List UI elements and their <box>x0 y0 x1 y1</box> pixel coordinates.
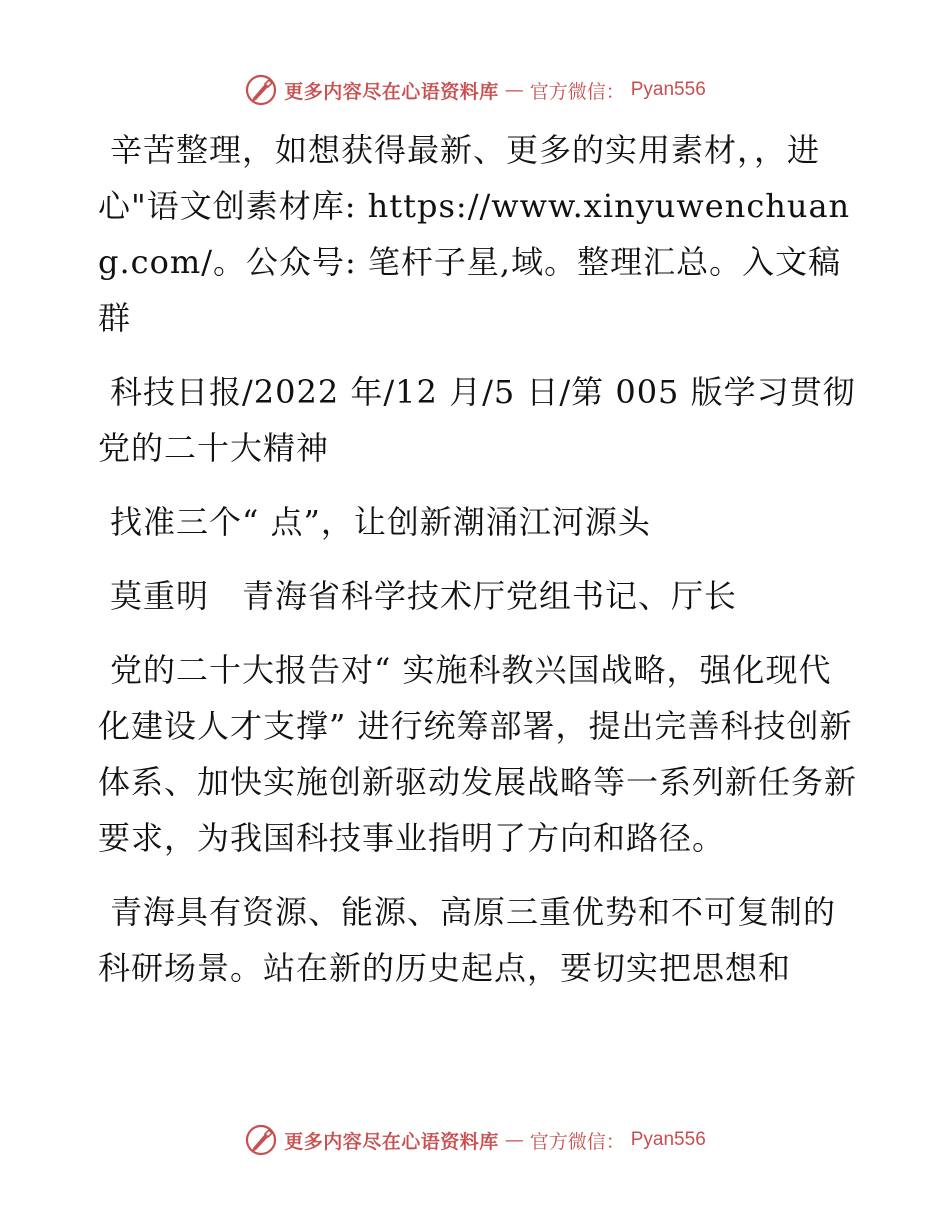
source-line <box>98 364 858 476</box>
body-paragraph <box>98 884 858 996</box>
footer-banner <box>0 1120 950 1160</box>
body-paragraph <box>98 642 858 866</box>
banner-text: 更多内容尽在心语资料库 <box>284 80 499 103</box>
banner-wechat-label: 官方微信： <box>529 80 625 103</box>
article-title <box>98 494 858 550</box>
banner-wechat-label: 官方微信： <box>529 1130 625 1153</box>
body-paragraph-text: 青海具有资源、能源、高原三重优势和不可复制的科研场景。站在新的历史起点，要切实把思想和 <box>98 893 837 987</box>
intro-text: 辛苦整理，如想获得最新、更多的实用素材，，进心"语文创素材库: https://www.xinyuwenchuang.com/。公众号: 笔杆子星,域。整理汇总。入文稿群 <box>98 131 851 337</box>
header-banner-inner <box>244 73 706 107</box>
pen-logo-icon <box>244 1123 278 1157</box>
banner-wechat-id: Pyan556 <box>630 1129 706 1150</box>
intro-paragraph <box>98 122 858 346</box>
banner-dash: — <box>504 1129 524 1151</box>
author-text: 莫重明 青海省科学技术厅党组书记、厅长 <box>110 577 738 615</box>
banner-text: 更多内容尽在心语资料库 <box>284 1130 499 1153</box>
footer-banner-inner <box>244 1123 706 1157</box>
author-line <box>98 568 858 624</box>
banner-dash: — <box>504 79 524 101</box>
body-paragraph-text: 党的二十大报告对“ 实施科教兴国战略，强化现代化建设人才支撑” 进行统筹部署，提出完善科技创新体系、加快实施创新驱动发展战略等一系列新任务新要求，为我国科技事业指明了方向和路径。 <box>98 651 858 857</box>
article-title-text: 找准三个“ 点”，让创新潮涌江河源头 <box>110 503 651 541</box>
header-banner <box>0 70 950 110</box>
source-text: 科技日报/2022 年/12 月/5 日/第 005 版学习贯彻党的二十大精神 <box>98 373 856 467</box>
pen-logo-icon <box>244 73 278 107</box>
banner-wechat-id: Pyan556 <box>630 79 706 100</box>
document-body <box>98 122 858 1014</box>
